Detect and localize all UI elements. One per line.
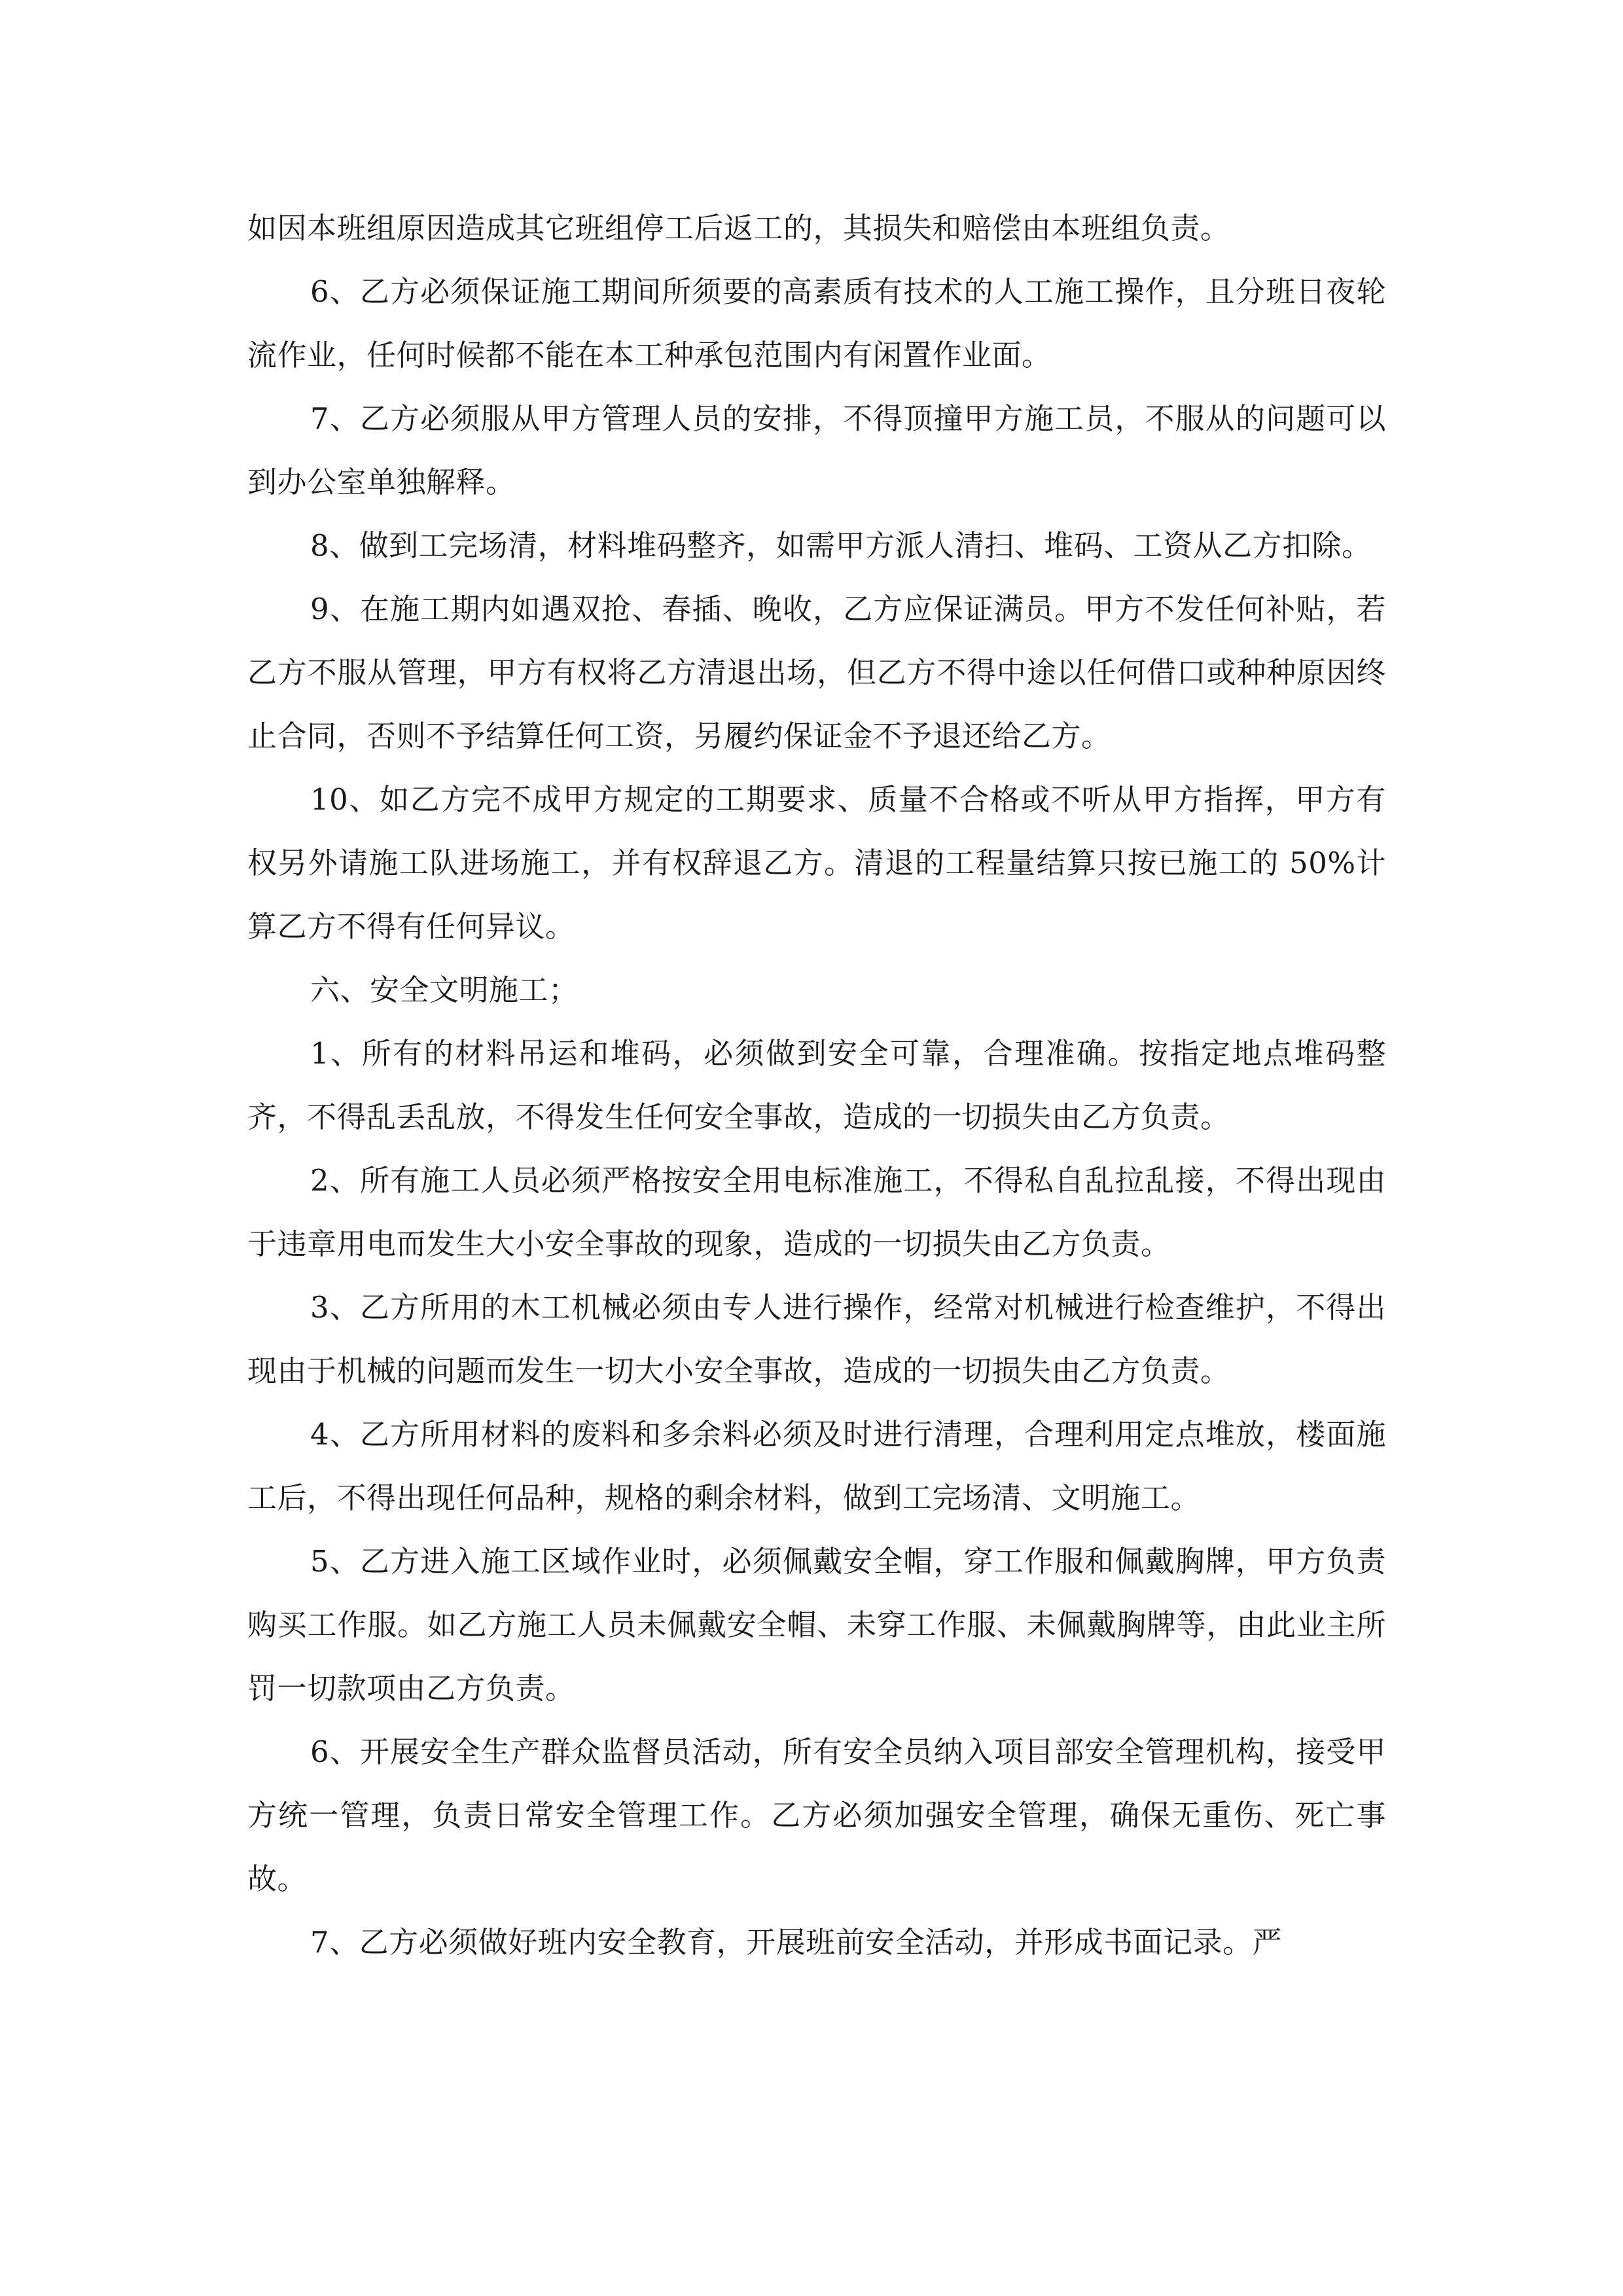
paragraph-safety-2: 2、所有施工人员必须严格按安全用电标准施工，不得私自乱拉乱接，不得出现由于违章用电而发生大小安全事故的现象，造成的一切损失由乙方负责。	[247, 1163, 1386, 1261]
paragraph-continuation: 如因本班组原因造成其它班组停工后返工的，其损失和赔偿由本班组负责。	[247, 211, 1230, 245]
paragraph-safety-4: 4、乙方所用材料的废料和多余料必须及时进行清理，合理利用定点堆放，楼面施工后，不得出现任何品种，规格的剩余材料，做到工完场清、文明施工。	[247, 1417, 1386, 1515]
paragraph-item-7: 7、乙方必须服从甲方管理人员的安排，不得顶撞甲方施工员，不服从的问题可以到办公室单独解释。	[247, 401, 1386, 499]
paragraph-item-6: 6、乙方必须保证施工期间所须要的高素质有技术的人工施工操作，且分班日夜轮流作业，任何时候都不能在本工种承包范围内有闲置作业面。	[247, 274, 1386, 372]
paragraph-item-9: 9、在施工期内如遇双抢、春插、晚收，乙方应保证满员。甲方不发任何补贴，若乙方不服从管理，甲方有权将乙方清退出场，但乙方不得中途以任何借口或种种原因终止合同，否则不予结算任何工资，另履约保证金不予退还给乙方。	[247, 592, 1386, 753]
paragraph-item-8: 8、做到工完场清，材料堆码整齐，如需甲方派人清扫、堆码、工资从乙方扣除。	[310, 528, 1372, 563]
section-heading-safety: 六、安全文明施工；	[310, 973, 579, 1007]
paragraph-safety-5: 5、乙方进入施工区域作业时，必须佩戴安全帽，穿工作服和佩戴胸牌，甲方负责购买工作服。如乙方施工人员未佩戴安全帽、未穿工作服、未佩戴胸牌等，由此业主所罚一切款项由乙方负责。	[247, 1544, 1386, 1706]
document-page	[247, 196, 1386, 1974]
paragraph-safety-7: 7、乙方必须做好班内安全教育，开展班前安全活动，并形成书面记录。严	[310, 1925, 1283, 1960]
paragraph-item-10: 10、如乙方完不成甲方规定的工期要求、质量不合格或不听从甲方指挥，甲方有权另外请施工队进场施工，并有权辞退乙方。清退的工程量结算只按已施工的 50%计算乙方不得有任何异议。	[247, 782, 1386, 944]
paragraph-safety-1: 1、所有的材料吊运和堆码，必须做到安全可靠，合理准确。按指定地点堆码整齐，不得乱丢乱放，不得发生任何安全事故，造成的一切损失由乙方负责。	[247, 1036, 1386, 1134]
paragraph-safety-6: 6、开展安全生产群众监督员活动，所有安全员纳入项目部安全管理机构，接受甲方统一管理，负责日常安全管理工作。乙方必须加强安全管理，确保无重伤、死亡事故。	[247, 1734, 1386, 1896]
paragraph-safety-3: 3、乙方所用的木工机械必须由专人进行操作，经常对机械进行检查维护，不得出现由于机械的问题而发生一切大小安全事故，造成的一切损失由乙方负责。	[247, 1290, 1386, 1388]
